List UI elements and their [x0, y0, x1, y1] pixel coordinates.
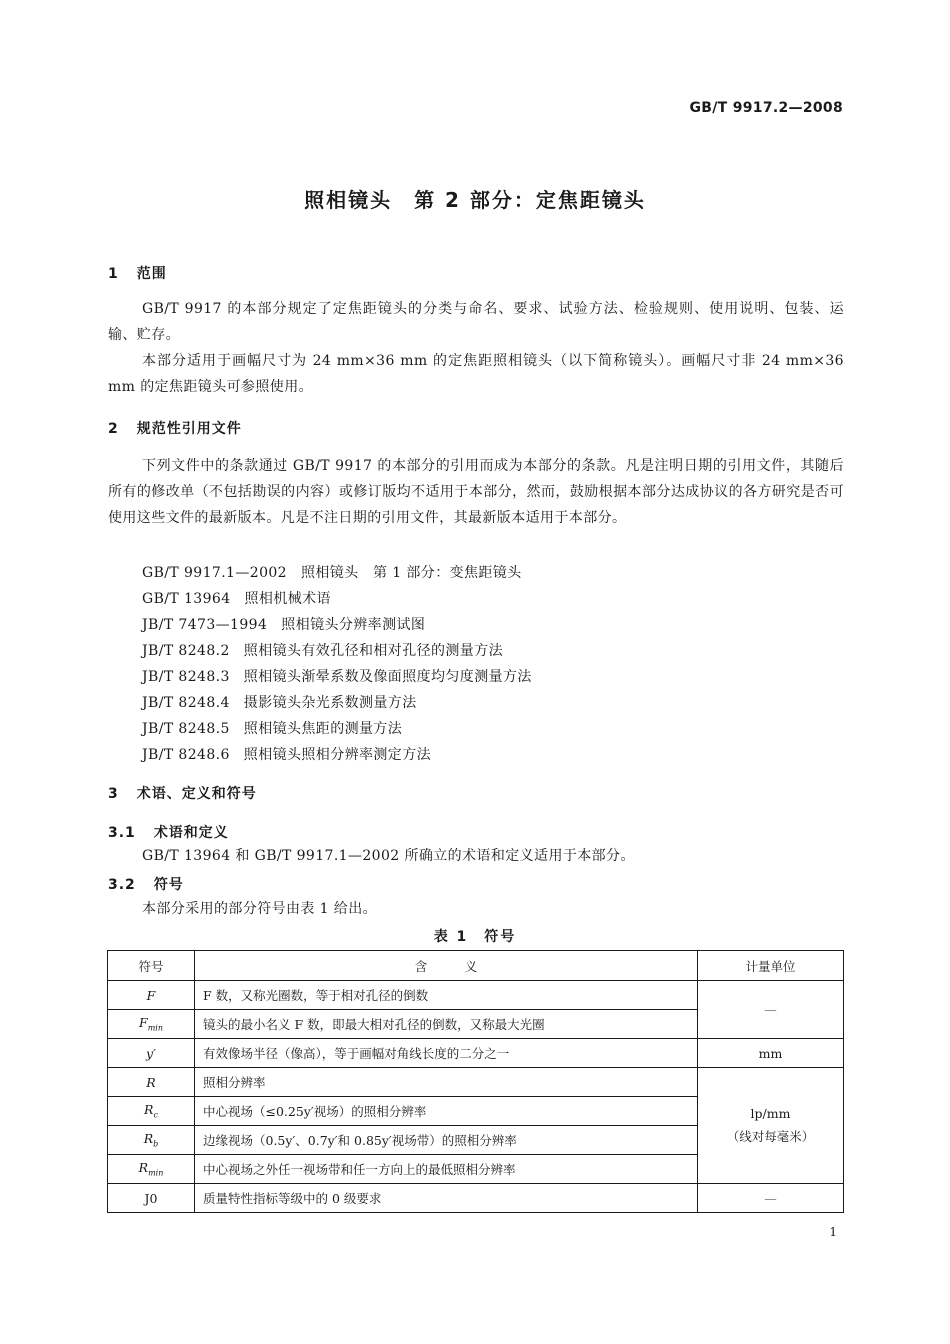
- page-number: 1: [829, 1225, 837, 1239]
- symbol-cell: F: [108, 981, 195, 1010]
- reference-code: JB/T 8248.6: [142, 747, 230, 763]
- table-row: [108, 1068, 844, 1097]
- reference-code: GB/T 9917.1—2002: [142, 565, 287, 581]
- reference-code: JB/T 8248.5: [142, 721, 230, 737]
- reference-item: [142, 744, 431, 764]
- symbol-cell: $R_b$: [108, 1126, 195, 1155]
- unit-cell: —: [698, 981, 844, 1039]
- symbol-cell: $R_c$: [108, 1097, 195, 1126]
- section-1-paragraph: 本部分适用于画幅尺寸为 24 mm×36 mm 的定焦距照相镜头（以下简称镜头）。画幅尺寸非 24 mm×36 mm 的定焦距镜头可参照使用。: [108, 353, 844, 395]
- reference-item: [142, 692, 417, 712]
- reference-title: 照相镜头渐晕系数及像面照度均匀度测量方法: [243, 669, 532, 685]
- reference-item: [142, 614, 425, 634]
- column-header-symbol: 符号: [108, 951, 195, 981]
- meaning-cell: 边缘视场（0.5y′、0.7y′和 0.85y′视场带）的照相分辨率: [195, 1126, 698, 1155]
- table-caption: 表 1 符号: [433, 929, 517, 945]
- unit-label: （线对每毫米）: [726, 1129, 815, 1144]
- reference-item: [142, 718, 402, 738]
- section-3-2-heading: [108, 874, 184, 894]
- section-number: 3.1: [108, 825, 136, 841]
- section-1-paragraph: GB/T 9917 的本部分规定了定焦距镜头的分类与命名、要求、试验方法、检验规则、使用说明、包装、运输、贮存。: [108, 301, 844, 343]
- meaning-cell: 有效像场半径（像高），等于画幅对角线长度的二分之一: [195, 1039, 698, 1068]
- symbol-cell: R: [108, 1068, 195, 1097]
- reference-code: JB/T 7473—1994: [142, 617, 268, 633]
- meaning-cell: 镜头的最小名义 F 数，即最大相对孔径的倒数，又称最大光圈: [195, 1010, 698, 1039]
- reference-title: 照相镜头分辨率测试图: [281, 617, 426, 633]
- meaning-cell: 中心视场之外任一视场带和任一方向上的最低照相分辨率: [195, 1155, 698, 1184]
- section-number: 3: [108, 786, 119, 802]
- reference-title: 照相镜头照相分辨率测定方法: [243, 747, 431, 763]
- table-header-row: [108, 951, 844, 981]
- section-title: 术语、定义和符号: [136, 786, 257, 802]
- reference-title: 照相镜头 第 1 部分：变焦距镜头: [301, 565, 522, 581]
- meaning-cell: 质量特性指标等级中的 0 级要求: [195, 1184, 698, 1213]
- section-2-intro: 下列文件中的条款通过 GB/T 9917 的本部分的引用而成为本部分的条款。凡是注明日期的引用文件，其随后所有的修改单（不包括勘误的内容）或修订版均不适用于本部分，然而，鼓励根据本部分达成协议的各方研究是否可使用这些文件的最新版本。凡是不注日期的引用文件，其最新版本适用于本部分。: [108, 458, 844, 526]
- reference-title: 照相机械术语: [244, 591, 331, 607]
- reference-title: 照相镜头有效孔径和相对孔径的测量方法: [243, 643, 503, 659]
- unit-label: lp/mm: [750, 1106, 791, 1121]
- reference-code: GB/T 13964: [142, 591, 231, 607]
- reference-code: JB/T 8248.4: [142, 695, 230, 711]
- reference-title: 照相镜头焦距的测量方法: [243, 721, 403, 737]
- symbol-cell: $F_{min}$: [108, 1010, 195, 1039]
- section-3-heading: [108, 783, 257, 803]
- table-row: [108, 1184, 844, 1213]
- reference-item: [142, 588, 331, 608]
- symbols-table: [107, 950, 844, 1213]
- meaning-cell: F 数，又称光圈数，等于相对孔径的倒数: [195, 981, 698, 1010]
- meaning-cell: 照相分辨率: [195, 1068, 698, 1097]
- meaning-cell: 中心视场（≤0.25y′视场）的照相分辨率: [195, 1097, 698, 1126]
- table-row: [108, 1039, 844, 1068]
- reference-title: 摄影镜头杂光系数测量方法: [243, 695, 417, 711]
- unit-cell: [698, 1068, 844, 1184]
- section-2-heading: [108, 418, 242, 438]
- section-3-2-text: 本部分采用的部分符号由表 1 给出。: [142, 901, 378, 917]
- symbol-cell: $R_{min}$: [108, 1155, 195, 1184]
- reference-item: [142, 562, 522, 582]
- section-number: 2: [108, 421, 119, 437]
- section-title: 规范性引用文件: [136, 421, 242, 437]
- table-row: [108, 981, 844, 1010]
- reference-item: [142, 666, 532, 686]
- section-title: 符号: [153, 877, 184, 893]
- column-header-meaning: 含 义: [195, 951, 698, 981]
- reference-code: JB/T 8248.3: [142, 669, 230, 685]
- section-1-heading: [108, 263, 167, 283]
- document-title: 照相镜头 第 2 部分：定焦距镜头: [304, 188, 646, 212]
- section-3-1-heading: [108, 822, 229, 842]
- reference-item: [142, 640, 503, 660]
- column-header-unit: 计量单位: [698, 951, 844, 981]
- section-3-1-text: GB/T 13964 和 GB/T 9917.1—2002 所确立的术语和定义适用于本部分。: [142, 848, 635, 864]
- unit-cell: —: [698, 1184, 844, 1213]
- section-title: 范围: [136, 266, 167, 282]
- reference-code: JB/T 8248.2: [142, 643, 230, 659]
- symbol-cell: J0: [108, 1184, 195, 1213]
- section-number: 1: [108, 266, 119, 282]
- symbol-cell: y′: [108, 1039, 195, 1068]
- section-number: 3.2: [108, 877, 136, 893]
- section-title: 术语和定义: [153, 825, 229, 841]
- unit-cell: mm: [698, 1039, 844, 1068]
- standard-code: GB/T 9917.2—2008: [689, 100, 843, 116]
